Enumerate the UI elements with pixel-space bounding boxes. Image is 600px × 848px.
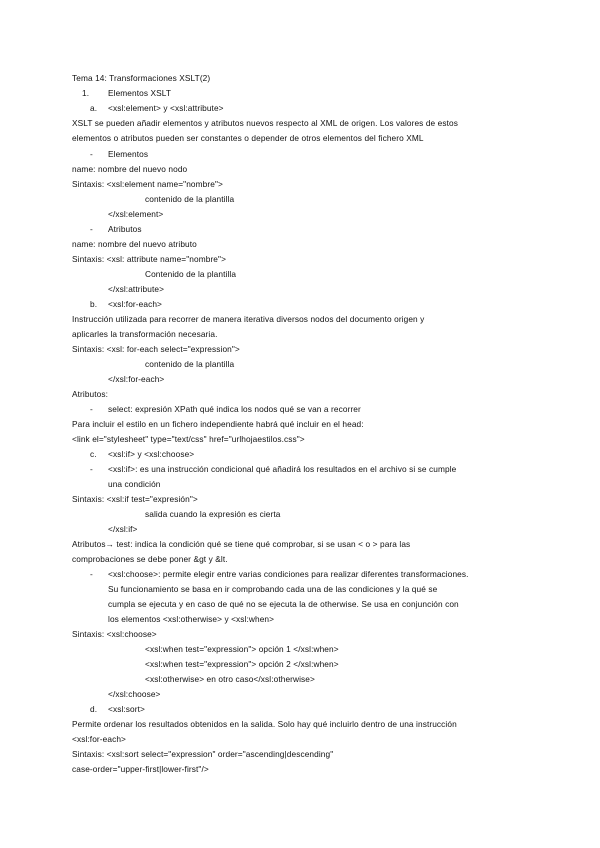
syntax-line: Sintaxis: <xsl:choose> <box>72 629 157 639</box>
bullet-dash: - <box>90 464 93 474</box>
syntax-close: </xsl:attribute> <box>108 284 165 294</box>
subsection-marker-b: b. <box>90 299 98 309</box>
paragraph-line: elementos o atributos pueden ser constantes o depender de otros elementos del fichero XML <box>72 133 424 143</box>
syntax-line: case-order="upper-first|lower-first"/> <box>72 764 209 774</box>
syntax-close: </xsl:for-each> <box>108 374 165 384</box>
bullet-item: <xsl:if>: es una instrucción condicional qué añadirá los resultados en el archivo si se cumple <box>108 464 457 474</box>
syntax-line: Sintaxis: <xsl:if test="expresión"> <box>72 494 198 504</box>
bullet-item-continued: los elementos <xsl:otherwise> y <xsl:when> <box>108 614 275 624</box>
bullet-item: Atributos <box>108 224 142 234</box>
syntax-content: Contenido de la plantilla <box>145 269 237 279</box>
bullet-dash: - <box>90 224 93 234</box>
subsection-heading-d: <xsl:sort> <box>108 704 145 714</box>
section-number: 1. <box>82 88 90 98</box>
subsection-marker-d: d. <box>90 704 98 714</box>
paragraph-line: Atributos→ test: indica la condición qué se tiene qué comprobar, si se usan < o > para las <box>72 539 411 549</box>
paragraph-line: Instrucción utilizada para recorrer de manera iterativa diversos nodos del documento origen y <box>72 314 425 324</box>
paragraph-line: XSLT se pueden añadir elementos y atributos nuevos respecto al XML de origen. Los valores de estos <box>72 118 458 128</box>
bullet-item-continued: Su funcionamiento se basa en ir comprobando cada una de las condiciones y la qué se <box>108 584 438 594</box>
paragraph-line: Permite ordenar los resultados obtenidos en la salida. Solo hay qué incluirlo dentro de una instrucción <box>72 719 457 729</box>
attributes-heading: Atributos: <box>72 389 109 399</box>
syntax-close: </xsl:if> <box>108 524 138 534</box>
doc-title: Tema 14: Transformaciones XSLT(2) <box>72 73 211 83</box>
section-heading: Elementos XSLT <box>108 88 172 98</box>
paragraph-line: comprobaciones se debe poner &gt y &lt. <box>72 554 228 564</box>
syntax-content: <xsl:when test="expression"> opción 2 </xsl:when> <box>145 659 339 669</box>
syntax-content: <xsl:when test="expression"> opción 1 </xsl:when> <box>145 644 339 654</box>
subsection-heading-b: <xsl:for-each> <box>108 299 162 309</box>
paragraph-line: name: nombre del nuevo atributo <box>72 239 197 249</box>
syntax-content: <xsl:otherwise> en otro caso</xsl:otherwise> <box>145 674 315 684</box>
syntax-content: salida cuando la expresión es cierta <box>145 509 281 519</box>
subsection-marker-a: a. <box>90 103 98 113</box>
bullet-dash: - <box>90 404 93 414</box>
paragraph-line: <xsl:for-each> <box>72 734 126 744</box>
syntax-line: Sintaxis: <xsl: for-each select="expression"> <box>72 344 240 354</box>
subsection-marker-c: c. <box>90 449 97 459</box>
bullet-item-continued: una condición <box>108 479 161 489</box>
bullet-item: Elementos <box>108 149 149 159</box>
syntax-line: Sintaxis: <xsl:sort select="expression" order="ascending|descending" <box>72 749 334 759</box>
subsection-heading-a: <xsl:element> y <xsl:attribute> <box>108 103 224 113</box>
syntax-close: </xsl:choose> <box>108 689 161 699</box>
paragraph-line: name: nombre del nuevo nodo <box>72 164 188 174</box>
bullet-dash: - <box>90 149 93 159</box>
code-line: <link el="stylesheet" type="text/css" href="urlhojaestilos.css"> <box>72 434 305 444</box>
bullet-item-continued: cumpla se ejecuta y en caso de qué no se ejecuta la de otherwise. Se usa en conjunción con <box>108 599 459 609</box>
syntax-close: </xsl:element> <box>108 209 164 219</box>
syntax-content: contenido de la plantilla <box>145 194 235 204</box>
subsection-heading-c: <xsl:if> y <xsl:choose> <box>108 449 195 459</box>
bullet-item: <xsl:choose>: permite elegir entre varias condiciones para realizar diferentes transformaciones. <box>108 569 469 579</box>
bullet-dash: - <box>90 569 93 579</box>
paragraph-line: Para incluir el estilo en un fichero independiente habrá qué incluir en el head: <box>72 419 364 429</box>
syntax-line: Sintaxis: <xsl: attribute name="nombre"> <box>72 254 227 264</box>
paragraph-line: aplicarles la transformación necesaria. <box>72 329 218 339</box>
syntax-line: Sintaxis: <xsl:element name="nombre"> <box>72 179 223 189</box>
syntax-content: contenido de la plantilla <box>145 359 235 369</box>
bullet-item: select: expresión XPath qué indica los nodos qué se van a recorrer <box>108 404 361 414</box>
